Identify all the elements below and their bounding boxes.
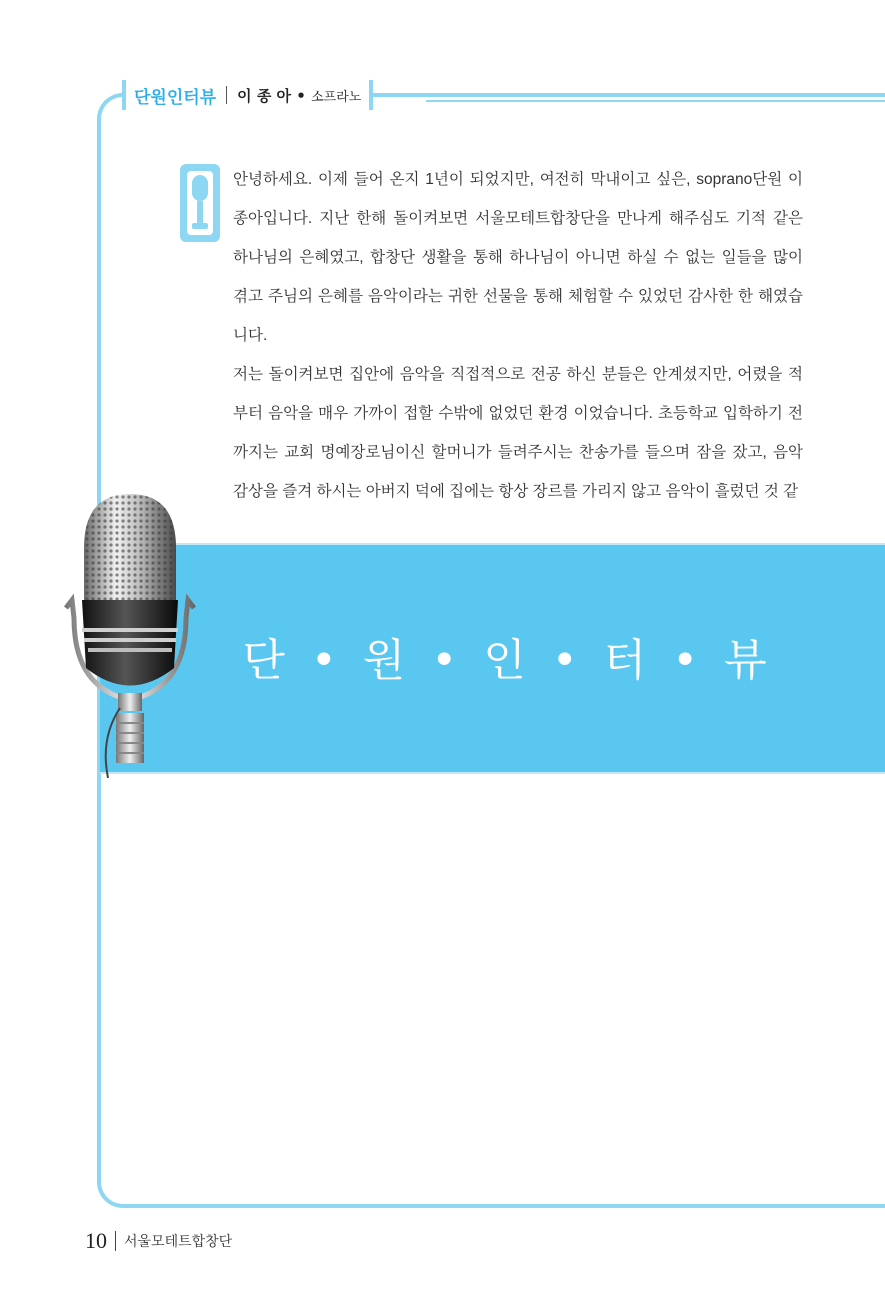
page-header	[122, 80, 373, 110]
banner-title: 단 • 원 • 인 • 터 • 뷰	[242, 635, 773, 686]
text-line: 겪고 주님의 은혜를 음악이라는 귀한 선물을 통해 체험할 수 있었던 감사한 한 해였습	[233, 288, 803, 305]
page-number: 10	[85, 1228, 107, 1253]
text-line: 감상을 즐겨 하시는 아버지 덕에 집에는 항상 장르를 가리지 않고 음악이 흘렀던 것 같	[233, 483, 799, 500]
banner-edge-bottom	[100, 772, 885, 774]
section-title: 단원인터뷰	[134, 87, 217, 108]
text-line: 안녕하세요. 이제 들어 온지 1년이 되었지만, 여전히 막내이고 싶은, soprano단원 이	[233, 171, 803, 188]
text-line: 종아입니다. 지난 한해 돌이켜보면 서울모테트합창단을 만나게 해주심도 기적 같은	[233, 210, 803, 227]
person-label	[237, 85, 361, 106]
text-line: 부터 음악을 매우 가까이 접할 수밖에 없었던 환경 이었습니다. 초등학교 입학하기 전	[233, 405, 803, 422]
footer-divider	[115, 1231, 116, 1251]
bullet: •	[296, 86, 306, 105]
header-rule-thin	[426, 100, 885, 102]
page-footer	[85, 1228, 232, 1254]
header-rule	[426, 93, 885, 97]
text-line: 니다.	[233, 327, 268, 344]
text-line: 까지는 교회 명예장로님이신 할머니가 들려주시는 찬송가를 들으며 잠을 잤고, 음악	[233, 444, 803, 461]
vintage-microphone-image	[60, 488, 200, 778]
text-line: 하나님의 은혜였고, 합창단 생활을 통해 하나님이 아니면 하실 수 없는 일들을 많이	[233, 249, 803, 266]
person-name: 이 종 아	[237, 86, 292, 105]
microphone-icon	[180, 164, 220, 242]
header-divider	[226, 86, 227, 104]
intro-paragraph	[233, 160, 803, 511]
organization-name: 서울모테트합창단	[124, 1234, 233, 1250]
person-role: 소프라노	[311, 89, 362, 105]
text-line: 저는 돌이켜보면 집안에 음악을 직접적으로 전공 하신 분들은 안계셨지만, 어렸을 적	[233, 366, 803, 383]
